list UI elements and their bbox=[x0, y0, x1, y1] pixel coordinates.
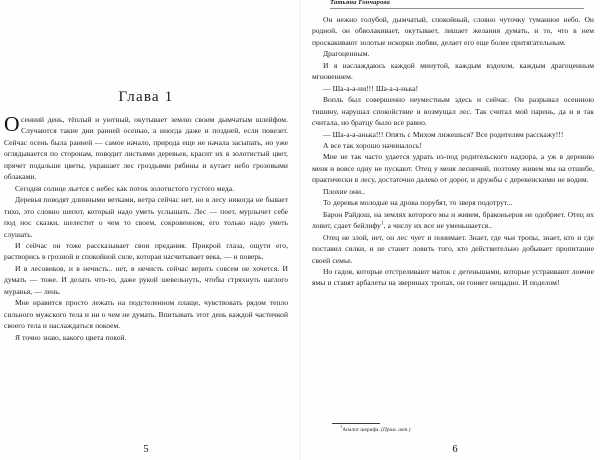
paragraph: А все так хорошо начиналось! bbox=[323, 140, 422, 150]
paragraph: И сейчас он тоже рассказывает свои предания. Прикрой глаза, ощути его, растворись в грозной и спокойной силе, которая насчитывает века, — и поверь. bbox=[4, 240, 288, 262]
paragraph: Плохие они.. bbox=[323, 186, 365, 196]
paragraph-dialogue: — Ша-а-а-анька!!! Опять с Михом лижешься? Все родителям расскажу!!! bbox=[323, 129, 564, 139]
paragraph-text-after-footnote: , а числу их все не уменьшается.. bbox=[383, 221, 492, 231]
paragraph-text-before-footnote: Барон Райдош, на землях которого мы и живем, браконьеров не одобряет. Отец их ловит, сдает бейлифу bbox=[312, 209, 594, 231]
page-number-right: 6 bbox=[452, 444, 458, 455]
paragraph: Мне не так часто удается удрать из-под родительского надзора, а уж в деревню меня и вовсе одну не пускают. Отец у меня лесничий, поэтому живем мы на отшибе, практически в лесу, достаточно далеко от дорог, и дружбы с деревенскими не водим. bbox=[312, 152, 594, 185]
paragraph: Я точно знаю, какого цвета покой. bbox=[15, 332, 127, 342]
drop-cap-letter: О bbox=[4, 112, 20, 136]
footnote-block bbox=[332, 423, 542, 434]
paragraph: Драгоценным. bbox=[323, 49, 370, 59]
paragraph: Деревья поводят длинными ветками, ветра сейчас нет, но в лесу никогда не бывает тихо, это словно шепот, который надо уметь услышать. Лес — поет, мурлычет себе под нос сказки, шелестит о чем то своем, сокровенном, его только надо уметь слушать. bbox=[4, 195, 288, 239]
paragraph: То деревья молодые на дрова порубят, то зверя подотрут... bbox=[323, 198, 513, 208]
footnote-definition: Аналог шерифа. bbox=[342, 427, 382, 433]
paragraph: Сегодня солнце льется с небес как поток золотистого густого меда. bbox=[15, 183, 235, 193]
paragraph: Отец не злой, нет, он лес чует и понимает. Знает, где чьи тропы, знает, кто и где поставил силки, и не станет ловить того, кто действительно добывает пропитание своей семье. bbox=[312, 232, 594, 265]
footnote-number: 1 bbox=[340, 424, 343, 430]
page-number-left: 5 bbox=[143, 444, 149, 455]
right-page-body bbox=[312, 0, 594, 289]
paragraph: Но гадов, которые отстреливают маток с детенышами, которые устраивают ловчие ямы и ставят арбалеты на звериных тропах, он гоняет нещадно. И поделом! bbox=[312, 266, 594, 288]
paragraph-text: сенний день, тёплый и уютный, окутывает землю своим дымчатым шлейфом. Случаются такие дни ранней осенью, а иногда даже и поздней, если повезет. Сейчас осень была ранней — самое начало, природа еще не начала засыпать, но уже оглядывается по сторонам, поводит листьями деревьев, красит их в золотистый цвет, прячет подальше цветы, украшает лес гроздьями рябины и кутает небо грозовыми облаками. bbox=[4, 115, 288, 182]
paragraph-dialogue: — Ша-а-а-ни!!! Ша-а-а-нька! bbox=[323, 83, 419, 93]
footnote-text bbox=[332, 424, 542, 434]
paragraph-with-footnote bbox=[312, 209, 594, 232]
paragraph: Мне нравится просто лежать на подстеленном плаще, чувствовать рядом тепло сильного мужского тела и ни о чем не думать. Впитывать этот день каждой частичкой своего тела и наслаждаться покоем. bbox=[4, 298, 288, 331]
right-page bbox=[300, 0, 600, 460]
running-head-rule bbox=[330, 8, 584, 9]
running-head bbox=[330, 0, 584, 11]
left-page-body bbox=[4, 106, 288, 343]
paragraph: И я наслаждаюсь каждой минутой, каждым вздохом, каждым драгоценным мгновением. bbox=[312, 60, 594, 82]
paragraph: Он нежно голубой, дымчатый, спокойный, словно чуточку туманное небо. Он родной, он обволакивает, окутывает, лишает желания думать, и то, что в нем проскакивают золотые искорки любви, делает его еще более притягательным. bbox=[312, 15, 594, 47]
chapter-title: Глава 1 bbox=[118, 89, 174, 105]
running-head-author: Татьяна Гончарова bbox=[330, 0, 390, 6]
paragraph-dropcap bbox=[4, 114, 288, 183]
paragraph: Вопль был совершенно неуместным здесь и сейчас. Он разрывал осеннюю тишину, нарушал спокойствие и возмущал лес. Так считал мой парень, да и я так считала, но братцу было все равно. bbox=[312, 95, 594, 128]
paragraph: И в лесовиков, и в нечисть.. нет, в нечисть сейчас верить совсем не хочется. И думать — тоже. И делать что-то, даже рукой шевельнуть, чтобы стряхнуть наглого муравья, — лень. bbox=[4, 263, 288, 296]
footnote-attribution: (Прим. авт.) bbox=[381, 427, 411, 433]
footnote-reference-marker[interactable]: 1 bbox=[380, 220, 384, 227]
